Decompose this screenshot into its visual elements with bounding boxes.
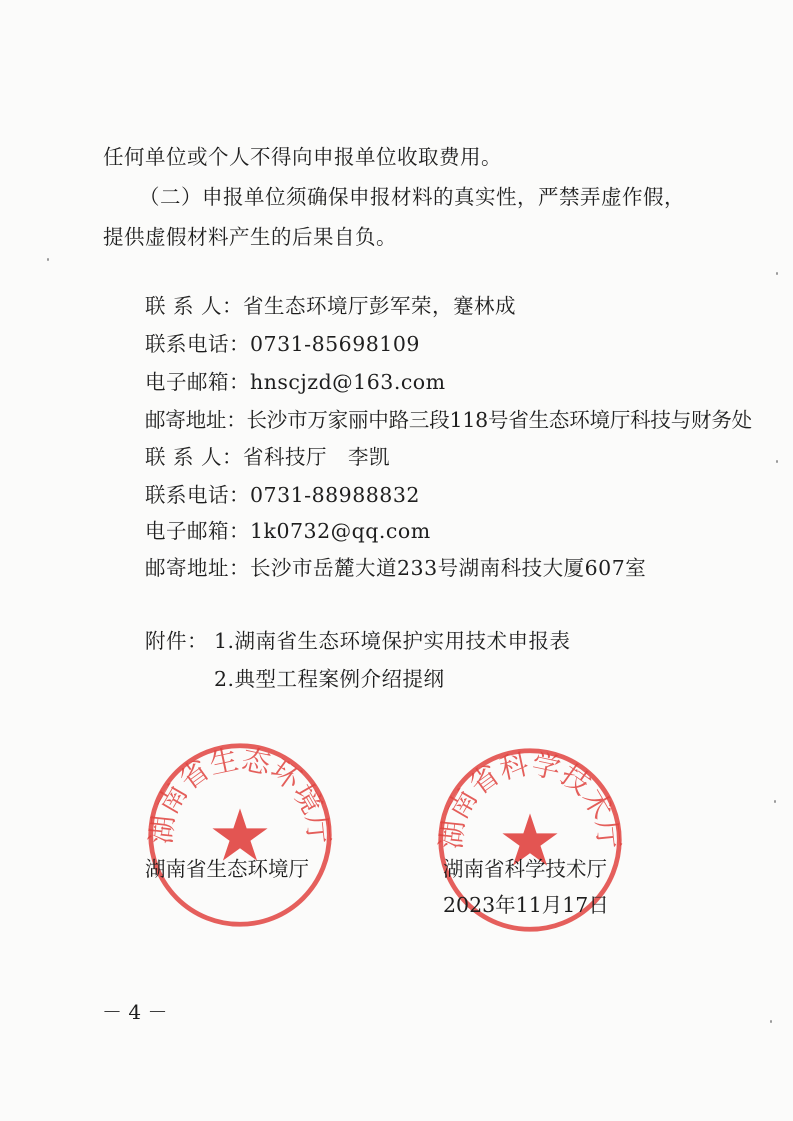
scan-speck xyxy=(47,258,49,261)
page-number: － 4 － xyxy=(102,1000,168,1024)
signature-sci-dept: 湖南省科学技术厅 xyxy=(443,857,607,881)
attachment-item-2: 2.典型工程案例介绍提纲 xyxy=(214,667,445,691)
signature-env-dept: 湖南省生态环境厅 xyxy=(145,857,309,881)
contact-phone-sci: 联系电话：0731-88988832 xyxy=(145,483,420,507)
attachments-label: 附件： xyxy=(145,629,208,653)
seal-right-text: 湖南省科学技术厅 xyxy=(435,747,625,851)
seal-left-text: 湖南省生态环境厅 xyxy=(145,742,335,846)
contact-person-sci: 联 系 人：省科技厅 李凯 xyxy=(145,445,391,469)
signature-date: 2023年11月17日 xyxy=(443,893,609,917)
attachment-item-1: 1.湖南省生态环境保护实用技术申报表 xyxy=(214,629,571,653)
body-text-line: 任何单位或个人不得向申报单位收取费用。 xyxy=(103,145,502,169)
contact-person-env: 联 系 人：省生态环境厅彭军荣，蹇林成 xyxy=(145,294,517,318)
seal-star-icon xyxy=(212,808,267,860)
contact-email-sci: 电子邮箱：1k0732@qq.com xyxy=(145,519,431,543)
body-text-line: （二）申报单位须确保申报材料的真实性，严禁弄虚作假， xyxy=(139,185,685,209)
scan-speck xyxy=(776,272,778,275)
contact-address-env: 邮寄地址：长沙市万家丽中路三段118号省生态环境厅科技与财务处 xyxy=(145,408,752,432)
scan-speck xyxy=(774,800,776,803)
body-text-line: 提供虚假材料产生的后果自负。 xyxy=(103,225,397,249)
contact-phone-env: 联系电话：0731-85698109 xyxy=(145,332,420,356)
contact-email-env: 电子邮箱：hnscjzd@163.com xyxy=(145,370,446,394)
seal-environment-dept xyxy=(145,740,335,930)
contact-address-sci: 邮寄地址：长沙市岳麓大道233号湖南科技大厦607室 xyxy=(145,556,647,580)
scan-speck xyxy=(770,1020,772,1023)
scan-speck xyxy=(776,460,778,463)
